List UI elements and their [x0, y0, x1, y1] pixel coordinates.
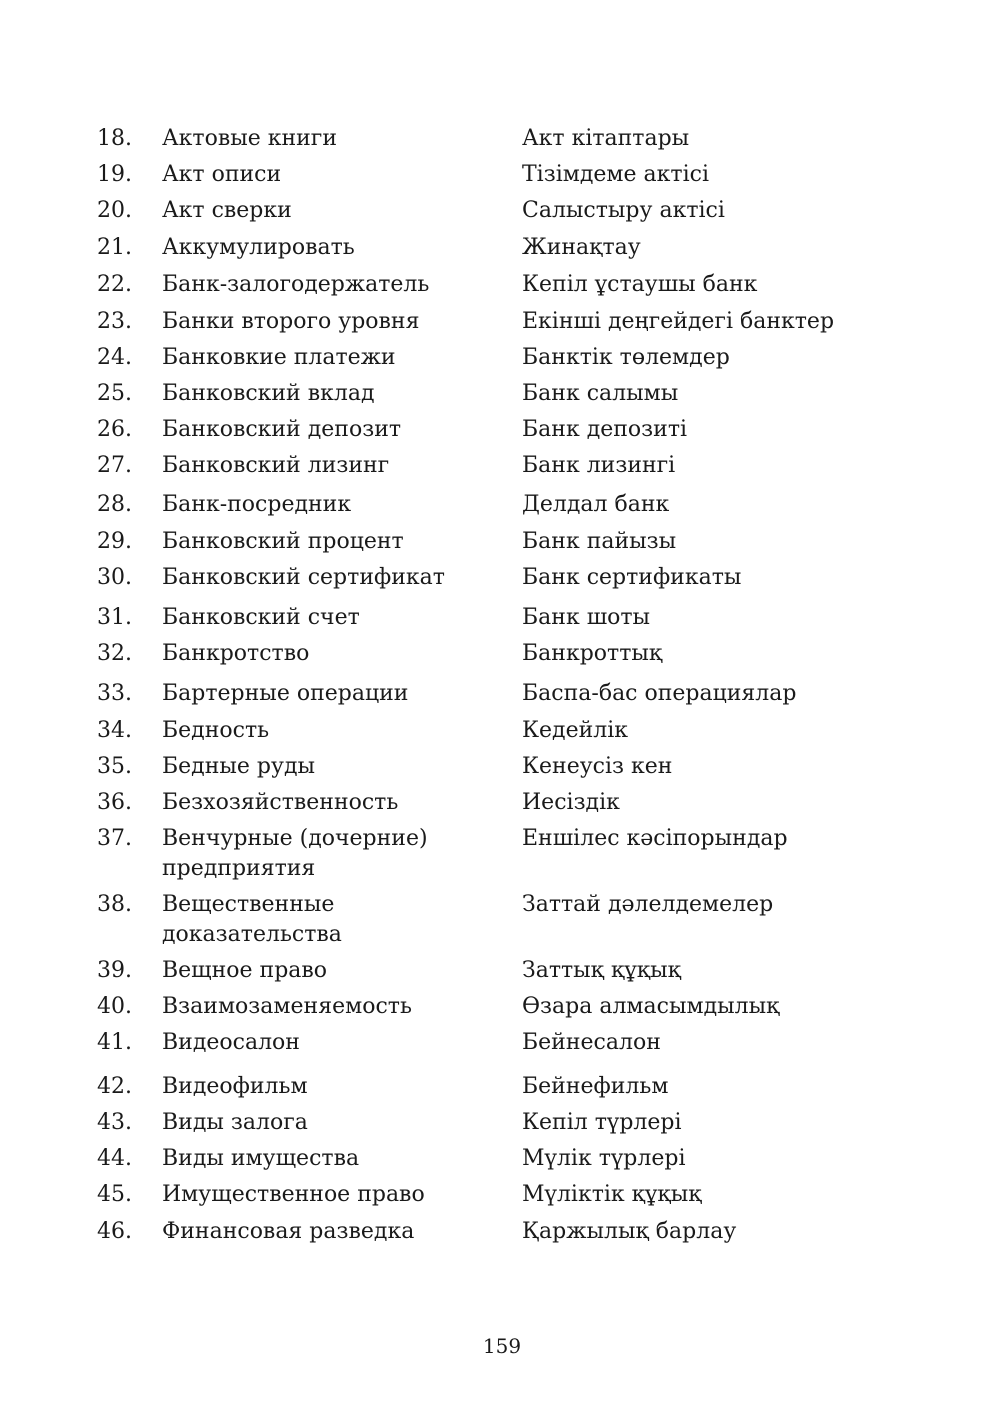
term-russian: Банк-залогодержатель [162, 272, 430, 297]
term-kazakh: Жинақтау [522, 235, 641, 260]
term-russian: Бедные руды [162, 754, 316, 779]
term-russian: Акт описи [162, 162, 282, 187]
term-russian: Банковский счет [162, 605, 360, 630]
term-kazakh: Салыстыру актісі [522, 198, 725, 223]
term-russian: Виды залога [162, 1110, 308, 1135]
term-russian: Банк-посредник [162, 492, 352, 517]
term-russian: Банковский процент [162, 529, 404, 554]
term-kazakh: Банктік төлемдер [522, 345, 730, 370]
term-russian: Актовые книги [162, 126, 338, 151]
term-kazakh: Банк пайызы [522, 529, 677, 554]
term-russian: Банковкие платежи [162, 345, 396, 370]
term-kazakh: Кепіл түрлері [522, 1110, 682, 1135]
term-kazakh: Банк депозиті [522, 417, 688, 442]
entry-number: 25. [97, 381, 132, 406]
entry-number: 37. [97, 826, 132, 851]
term-kazakh: Банкроттық [522, 641, 663, 666]
term-russian: Банковский вклад [162, 381, 375, 406]
entry-number: 22. [97, 272, 132, 297]
entry-number: 27. [97, 453, 132, 478]
term-russian: Акт сверки [162, 198, 292, 223]
term-russian: Финансовая разведка [162, 1219, 415, 1244]
entry-number: 42. [97, 1074, 132, 1099]
entry-number: 21. [97, 235, 132, 260]
term-kazakh: Банк салымы [522, 381, 679, 406]
entry-number: 18. [97, 126, 132, 151]
term-kazakh: Мүлік түрлері [522, 1146, 686, 1171]
term-russian: Видеофильм [162, 1074, 308, 1099]
entry-number: 28. [97, 492, 132, 517]
term-russian: Бартерные операции [162, 681, 409, 706]
term-russian: Банковский лизинг [162, 453, 390, 478]
term-russian: Видеосалон [162, 1030, 300, 1055]
term-kazakh: Заттық құқық [522, 958, 681, 983]
term-kazakh: Банк сертификаты [522, 565, 742, 590]
term-russian: Венчурные (дочерние) предприятия [162, 826, 428, 881]
entry-number: 40. [97, 994, 132, 1019]
term-russian: Безхозяйственность [162, 790, 399, 815]
term-kazakh: Кенеусіз кен [522, 754, 673, 779]
entry-number: 34. [97, 718, 132, 743]
entry-number: 44. [97, 1146, 132, 1171]
entry-number: 20. [97, 198, 132, 223]
term-kazakh: Банк шоты [522, 605, 651, 630]
entry-number: 31. [97, 605, 132, 630]
entry-number: 36. [97, 790, 132, 815]
term-kazakh: Қаржылық барлау [522, 1219, 737, 1244]
term-kazakh: Екінші деңгейдегі банктер [522, 309, 835, 334]
term-kazakh: Делдал банк [522, 492, 670, 517]
entry-number: 30. [97, 565, 132, 590]
term-kazakh: Өзара алмасымдылық [522, 994, 780, 1019]
term-russian: Вещественные доказательства [162, 892, 342, 947]
term-russian: Имущественное право [162, 1182, 425, 1207]
term-kazakh: Тізімдеме актісі [522, 162, 709, 187]
entry-number: 38. [97, 892, 132, 917]
entry-number: 24. [97, 345, 132, 370]
term-kazakh: Акт кітаптары [522, 126, 690, 151]
term-kazakh: Кепіл ұстаушы банк [522, 272, 758, 297]
term-kazakh: Бейнесалон [522, 1030, 661, 1055]
term-russian: Банковский сертификат [162, 565, 445, 590]
term-kazakh: Заттай дәлелдемелер [522, 892, 774, 917]
term-russian: Банки второго уровня [162, 309, 420, 334]
entry-number: 23. [97, 309, 132, 334]
entry-number: 46. [97, 1219, 132, 1244]
entry-number: 41. [97, 1030, 132, 1055]
entry-number: 26. [97, 417, 132, 442]
entry-number: 39. [97, 958, 132, 983]
term-kazakh: Кедейлік [522, 718, 629, 743]
term-kazakh: Банк лизингі [522, 453, 676, 478]
term-kazakh: Мүліктік құқық [522, 1182, 702, 1207]
entry-number: 45. [97, 1182, 132, 1207]
term-russian: Виды имущества [162, 1146, 360, 1171]
entry-number: 35. [97, 754, 132, 779]
term-russian: Бедность [162, 718, 270, 743]
entry-number: 19. [97, 162, 132, 187]
page-number: 159 [482, 1334, 522, 1358]
term-kazakh: Иесіздік [522, 790, 620, 815]
term-kazakh: Бейнефильм [522, 1074, 669, 1099]
entry-number: 32. [97, 641, 132, 666]
entry-number: 29. [97, 529, 132, 554]
term-russian: Вещное право [162, 958, 328, 983]
entry-number: 33. [97, 681, 132, 706]
term-russian: Банковский депозит [162, 417, 402, 442]
term-russian: Аккумулировать [162, 235, 355, 260]
term-kazakh: Баспа-бас операциялар [522, 681, 797, 706]
term-kazakh: Еншілес кәсіпорындар [522, 826, 788, 851]
term-russian: Взаимозаменяемость [162, 994, 412, 1019]
term-russian: Банкротство [162, 641, 310, 666]
entry-number: 43. [97, 1110, 132, 1135]
